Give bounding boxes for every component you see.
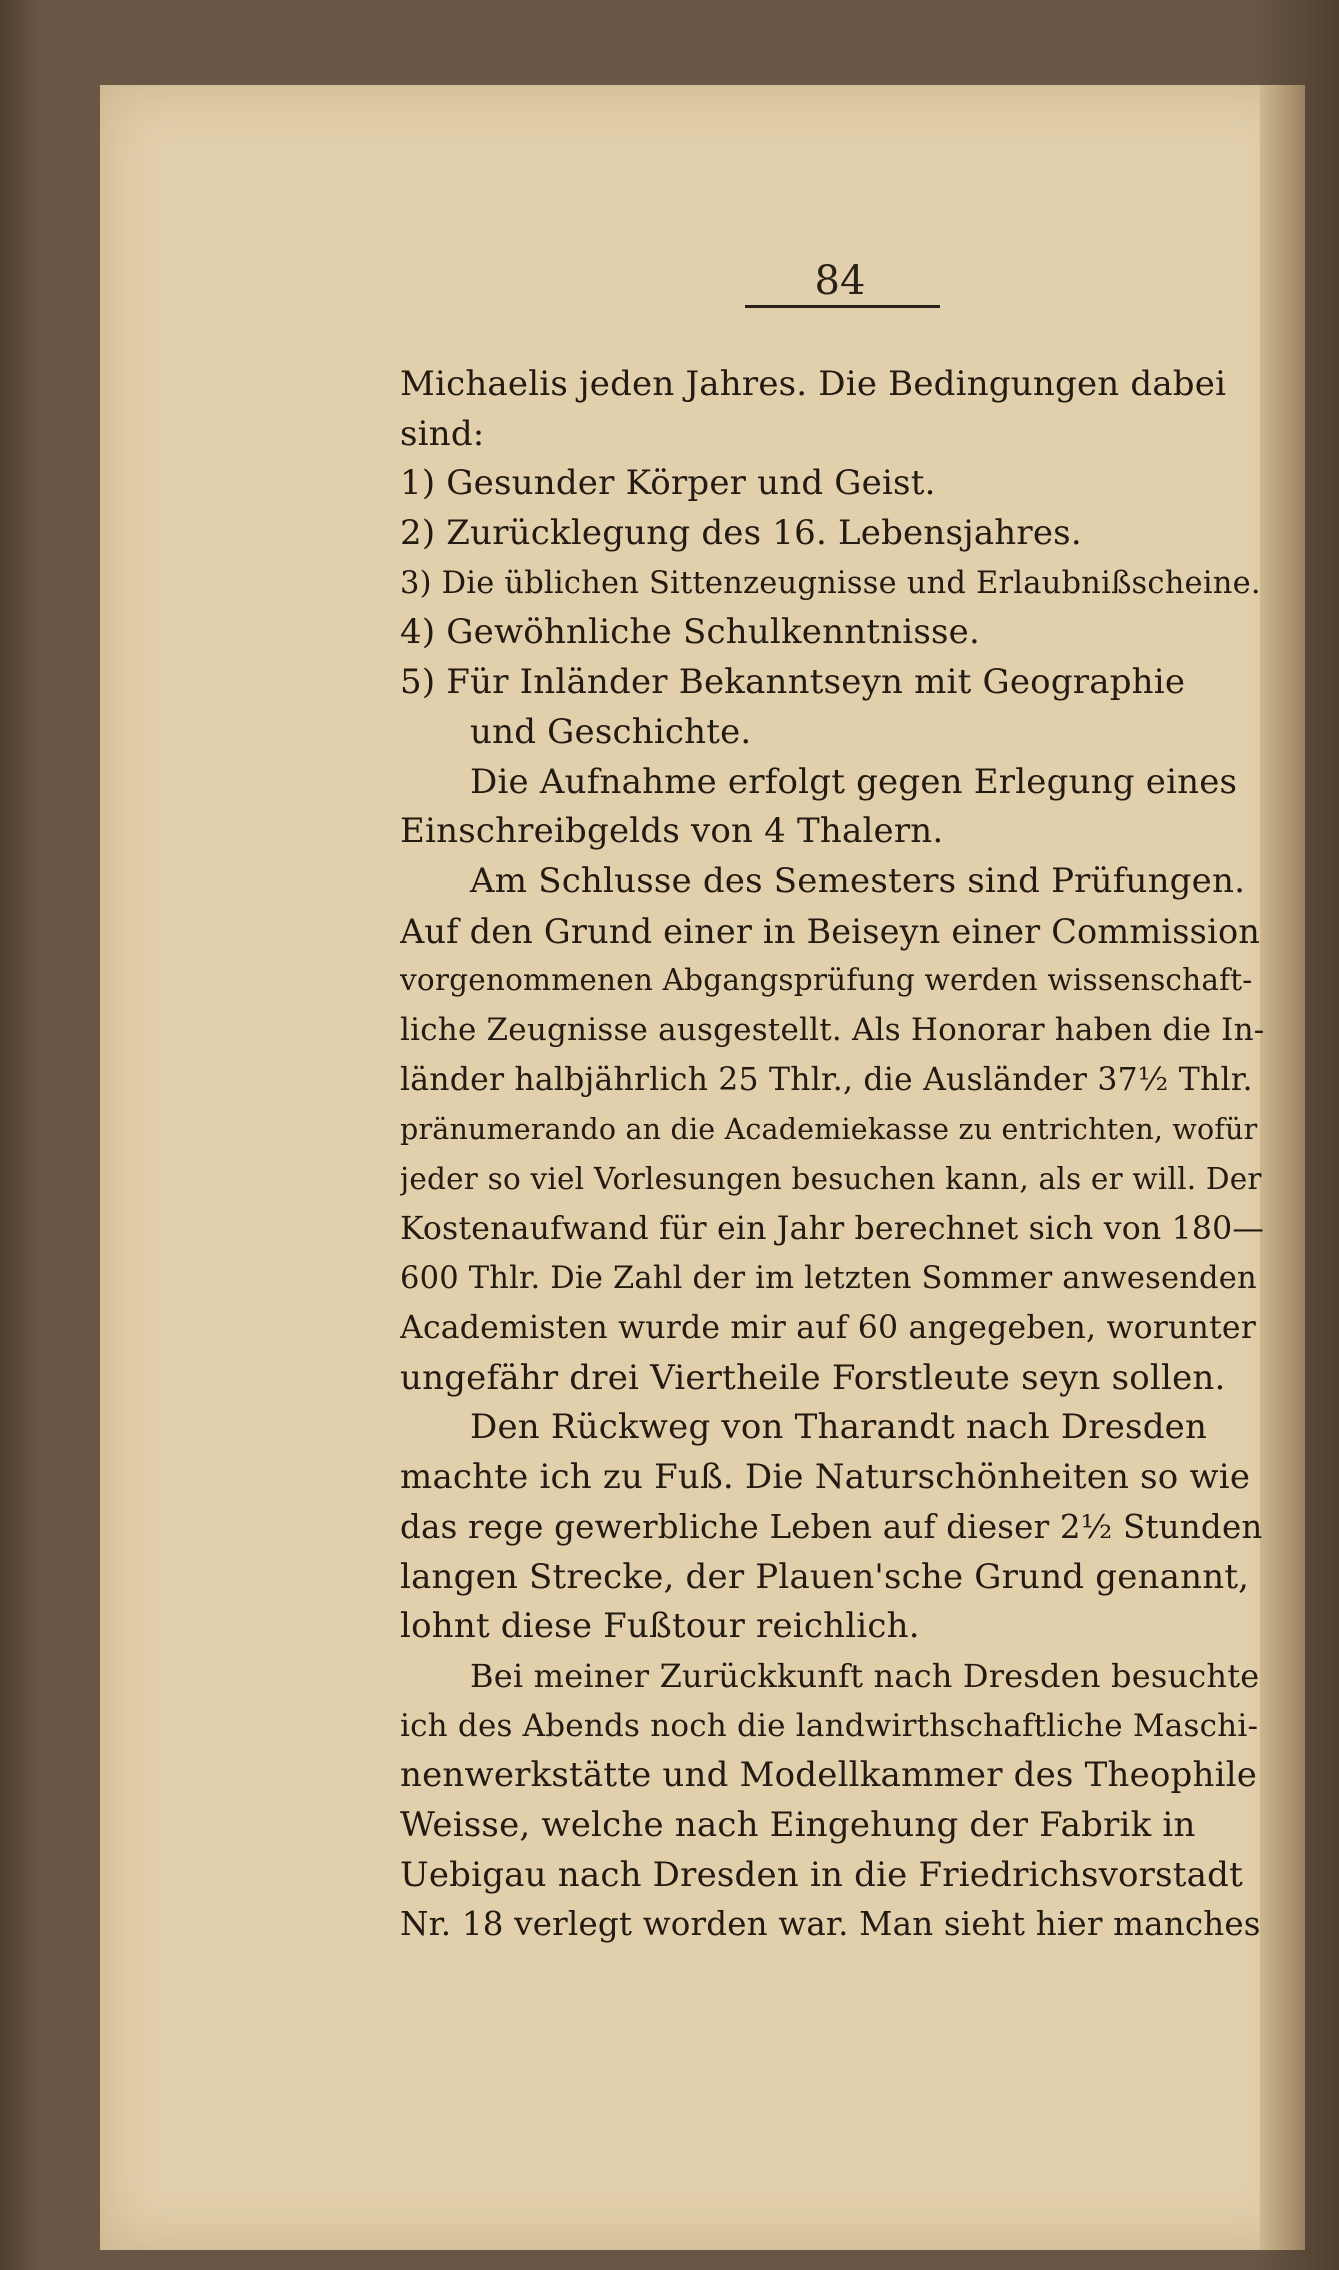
- text-line: Einschreibgelds von 4 Thalern.: [400, 811, 944, 852]
- text-line: Auf den Grund einer in Beiseyn einer Commission: [400, 911, 1261, 951]
- text-line: Nr. 18 verlegt worden war. Man sieht hier manches: [400, 1905, 1261, 1944]
- text-line: 1) Gesunder Körper und Geist.: [400, 463, 936, 504]
- text-line: ungefähr drei Viertheile Forstleute seyn sollen.: [400, 1357, 1226, 1398]
- page-number: 84: [814, 258, 866, 304]
- text-line: pränumerando an die Academiekasse zu entrichten, wofür: [400, 1113, 1258, 1147]
- header-rule: [745, 305, 940, 308]
- page-edge: [1260, 85, 1305, 2250]
- text-line: Am Schlusse des Semesters sind Prüfungen.: [470, 860, 1246, 901]
- text-line: Kostenaufwand für ein Jahr berechnet sich von 180—: [400, 1210, 1265, 1247]
- text-line: das rege gewerbliche Leben auf dieser 2½ Stunden: [400, 1507, 1263, 1546]
- text-line: jeder so viel Vorlesungen besuchen kann, als er will. Der: [400, 1162, 1262, 1196]
- text-line: Die Aufnahme erfolgt gegen Erlegung eines: [470, 761, 1238, 802]
- text-line: vorgenommenen Abgangsprüfung werden wissenschaft-: [400, 963, 1253, 998]
- text-line: 4) Gewöhnliche Schulkenntnisse.: [400, 612, 980, 653]
- text-line: Bei meiner Zurückkunft nach Dresden besuchte: [470, 1656, 1260, 1695]
- text-line: 5) Für Inländer Bekanntseyn mit Geographie: [400, 662, 1186, 703]
- text-line: 2) Zurücklegung des 16. Lebensjahres.: [400, 513, 1082, 554]
- text-line: Den Rückweg von Tharandt nach Dresden: [470, 1407, 1208, 1448]
- text-line: langen Strecke, der Plauen'sche Grund genannt,: [400, 1556, 1250, 1597]
- text-line: 600 Thlr. Die Zahl der im letzten Sommer anwesenden: [400, 1261, 1257, 1297]
- text-line: Uebigau nach Dresden in die Friedrichsvorstadt: [400, 1854, 1243, 1895]
- text-line: Michaelis jeden Jahres. Die Bedingungen dabei: [400, 364, 1227, 404]
- text-line: machte ich zu Fuß. Die Naturschönheiten so wie: [400, 1457, 1251, 1498]
- text-line: lohnt diese Fußtour reichlich.: [400, 1606, 920, 1647]
- text-line: liche Zeugnisse ausgestellt. Als Honorar haben die In-: [400, 1011, 1265, 1048]
- body-text: [400, 360, 1265, 1950]
- text-line: nenwerkstätte und Modellkammer des Theophile: [400, 1755, 1258, 1796]
- text-line: 3) Die üblichen Sittenzeugnisse und Erlaubnißscheine.: [400, 565, 1261, 601]
- text-line: sind:: [400, 413, 485, 454]
- text-line: und Geschichte.: [470, 711, 752, 752]
- text-line: Weisse, welche nach Eingehung der Fabrik in: [400, 1804, 1196, 1845]
- text-line: Academisten wurde mir auf 60 angegeben, worunter: [400, 1310, 1256, 1347]
- text-line: länder halbjährlich 25 Thlr., die Ausländer 37½ Thlr.: [400, 1061, 1253, 1098]
- text-line: ich des Abends noch die landwirthschaftliche Maschi-: [400, 1707, 1259, 1744]
